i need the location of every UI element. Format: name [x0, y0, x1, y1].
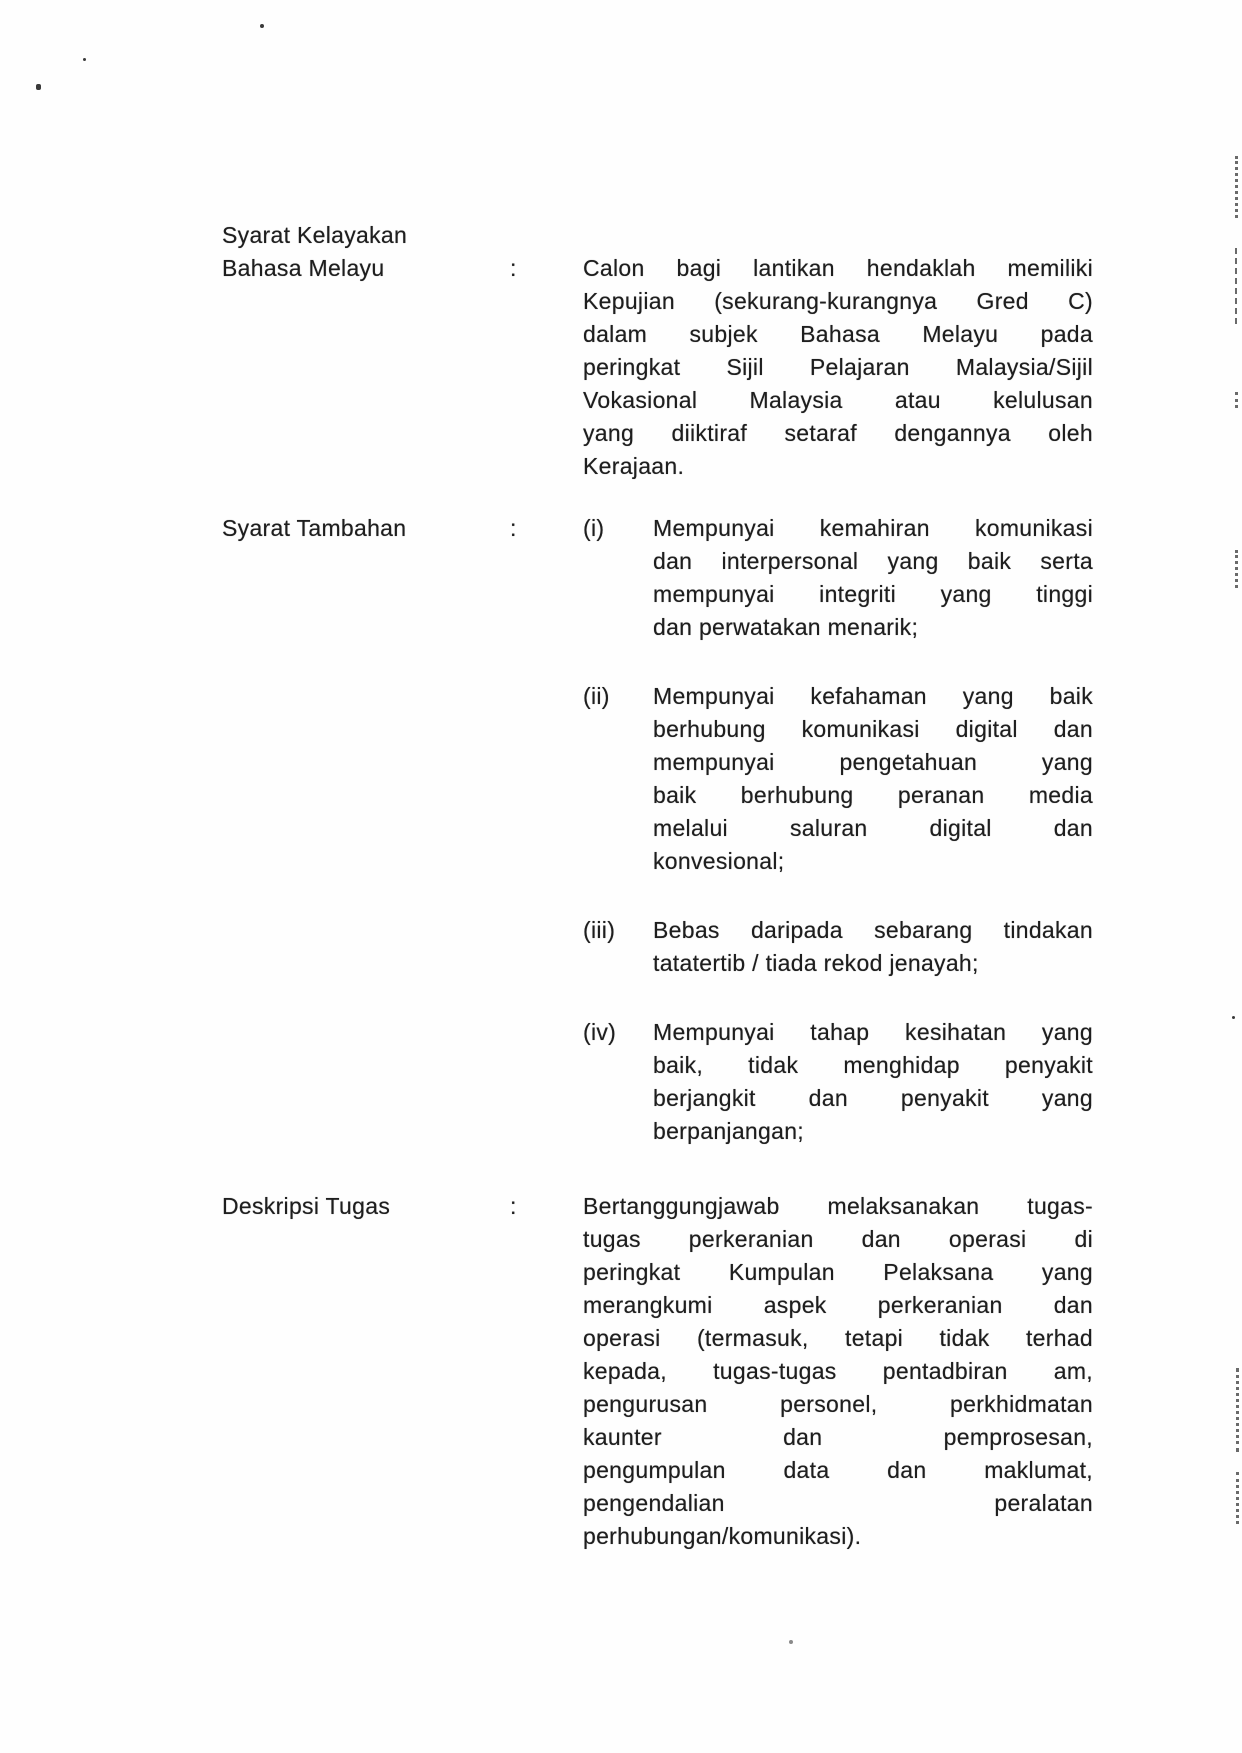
scan-artifact: [1236, 1472, 1239, 1524]
scan-artifact: [1232, 1016, 1235, 1019]
paragraph-line: peringkat Sijil Pelajaran Malaysia/Sijil: [583, 354, 1093, 380]
paragraph-line: Bertanggungjawab melaksanakan tugas-: [583, 1193, 1093, 1219]
list-item: [583, 914, 1093, 980]
list-item: [583, 680, 1093, 878]
scan-artifact: [1235, 248, 1237, 324]
colon-separator: :: [510, 515, 517, 541]
paragraph-line: kepada, tugas-tugas pentadbiran am,: [583, 1358, 1093, 1384]
field-label-line: Syarat Kelayakan: [222, 222, 408, 248]
list-item-line: baik, tidak menghidap penyakit: [653, 1052, 1093, 1078]
list-item-line: dan interpersonal yang baik serta: [653, 548, 1093, 574]
paragraph-line: peringkat Kumpulan Pelaksana yang: [583, 1259, 1093, 1285]
list-item-marker: (ii): [583, 683, 610, 709]
paragraph-line: Kerajaan.: [583, 453, 685, 479]
paragraph-line: yang diiktiraf setaraf dengannya oleh: [583, 420, 1093, 446]
field-label: [222, 512, 508, 545]
list-item-line: mempunyai integriti yang tinggi: [653, 581, 1093, 607]
field-label: [222, 1190, 508, 1223]
list-item: [583, 1016, 1093, 1148]
field-label-line: Deskripsi Tugas: [222, 1193, 391, 1219]
paragraph-line: merangkumi aspek perkeranian dan: [583, 1292, 1093, 1318]
ink-speck: [789, 1640, 793, 1644]
document-section: [222, 1190, 1093, 1553]
paragraph-line: perhubungan/komunikasi).: [583, 1523, 862, 1549]
list-item-line: Mempunyai kemahiran komunikasi: [653, 515, 1093, 541]
paragraph-line: pengumpulan data dan maklumat,: [583, 1457, 1093, 1483]
list-item-line: berjangkit dan penyakit yang: [653, 1085, 1093, 1111]
list-item-line: mempunyai pengetahuan yang: [653, 749, 1093, 775]
section-body: [583, 512, 1093, 1148]
paragraph-line: pengurusan personel, perkhidmatan: [583, 1391, 1093, 1417]
paragraph-line: Calon bagi lantikan hendaklah memiliki: [583, 255, 1093, 281]
list-item-text: [653, 1016, 1093, 1148]
list-item-line: tatatertib / tiada rekod jenayah;: [653, 950, 979, 976]
paragraph-line: tugas perkeranian dan operasi di: [583, 1226, 1093, 1252]
paragraph-line: operasi (termasuk, tetapi tidak terhad: [583, 1325, 1093, 1351]
document-section: [222, 222, 1093, 483]
list-item-marker: (iv): [583, 1019, 617, 1045]
list-item-line: konvesional;: [653, 848, 785, 874]
colon-separator: :: [510, 255, 517, 281]
list-item-marker: (iii): [583, 917, 616, 943]
scan-artifact: [1236, 1368, 1239, 1452]
field-label: [222, 219, 508, 285]
document-section: [222, 512, 1093, 1148]
list-item-line: baik berhubung peranan media: [653, 782, 1093, 808]
colon-separator: :: [510, 1193, 517, 1219]
list-item-text: [653, 512, 1093, 644]
list-item-line: Mempunyai tahap kesihatan yang: [653, 1019, 1093, 1045]
paragraph-line: kaunter dan pemprosesan,: [583, 1424, 1093, 1450]
list-item-line: dan perwatakan menarik;: [653, 614, 919, 640]
list-item-line: berhubung komunikasi digital dan: [653, 716, 1093, 742]
paragraph-line: dalam subjek Bahasa Melayu pada: [583, 321, 1093, 347]
section-body: [583, 252, 1093, 483]
section-body: [583, 1190, 1093, 1553]
field-label-line: Bahasa Melayu: [222, 255, 385, 281]
list-item-line: Mempunyai kefahaman yang baik: [653, 683, 1093, 709]
list-item: [583, 512, 1093, 644]
list-item-line: melalui saluran digital dan: [653, 815, 1093, 841]
ink-speck: [260, 24, 264, 28]
list-item-marker: (i): [583, 515, 605, 541]
ink-speck: [36, 84, 41, 90]
scan-artifact: [1235, 550, 1238, 588]
paragraph-line: Kepujian (sekurang-kurangnya Gred C): [583, 288, 1093, 314]
ink-speck: [83, 58, 86, 61]
paragraph-line: Vokasional Malaysia atau kelulusan: [583, 387, 1093, 413]
scan-artifact: [1235, 156, 1238, 218]
field-label-line: Syarat Tambahan: [222, 515, 407, 541]
list-item-text: [653, 680, 1093, 878]
list-item-line: Bebas daripada sebarang tindakan: [653, 917, 1093, 943]
list-item-text: [653, 914, 1093, 980]
scan-artifact: [1235, 392, 1238, 408]
paragraph-line: pengendalian peralatan: [583, 1490, 1093, 1516]
sections: [222, 222, 1093, 1553]
list-item-line: berpanjangan;: [653, 1118, 804, 1144]
